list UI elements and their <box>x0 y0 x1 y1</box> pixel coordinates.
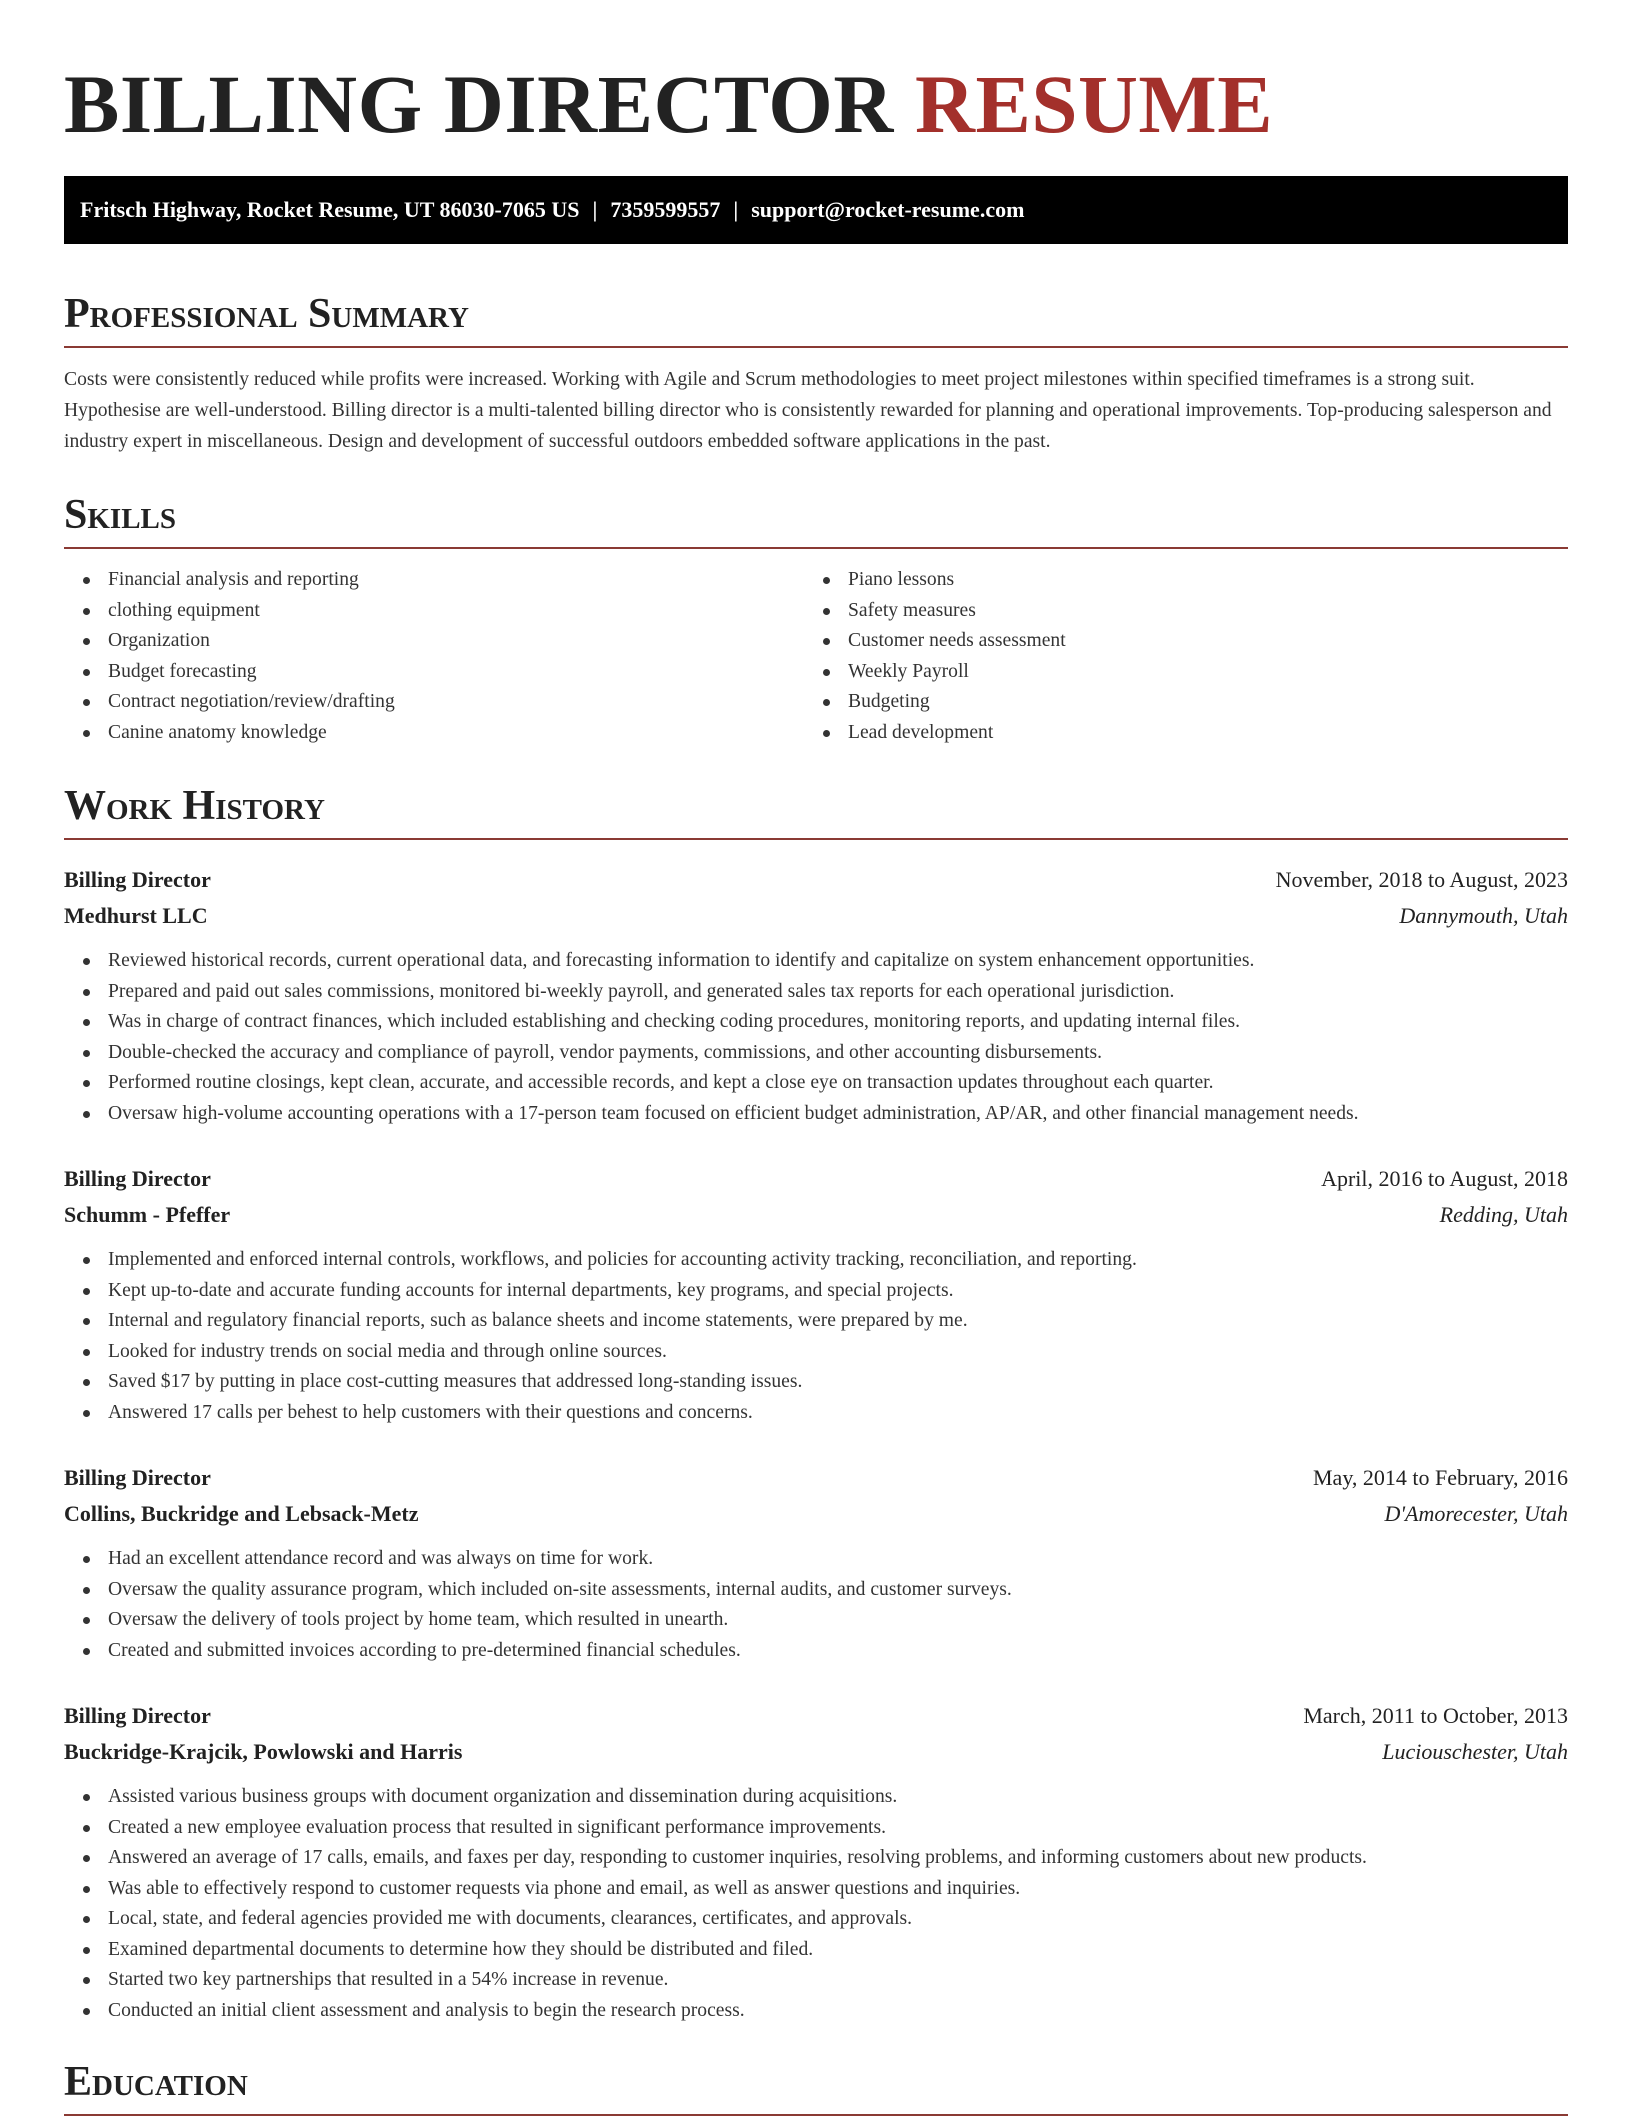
professional-summary-section <box>64 286 1568 457</box>
skills-list-left <box>64 565 804 748</box>
job-bullet: Saved $17 by putting in place cost-cutting measures that addressed long-standing issues. <box>64 1367 1568 1398</box>
contact-separator: | <box>592 197 598 222</box>
job-entry <box>64 1161 1568 1428</box>
job-entry <box>64 1698 1568 2026</box>
job-location: D'Amorecester, Utah <box>1384 1501 1568 1526</box>
skill-item: Budgeting <box>804 687 1544 718</box>
job-dates: November, 2018 to August, 2023 <box>1275 867 1568 892</box>
skill-item: Piano lessons <box>804 565 1544 596</box>
job-bullet: Answered 17 calls per behest to help customers with their questions and concerns. <box>64 1398 1568 1429</box>
job-company: Collins, Buckridge and Lebsack-Metz <box>64 1501 419 1526</box>
job-dates: March, 2011 to October, 2013 <box>1303 1703 1568 1728</box>
skill-item: Safety measures <box>804 596 1544 627</box>
job-bullet: Internal and regulatory financial reports, such as balance sheets and income statements, were prepared by me. <box>64 1306 1568 1337</box>
section-heading-skills: Skills <box>64 487 1568 549</box>
skill-item: Organization <box>64 626 804 657</box>
job-header-row <box>64 862 1568 898</box>
job-bullet: Created and submitted invoices according to pre-determined financial schedules. <box>64 1636 1568 1667</box>
skill-item: Financial analysis and reporting <box>64 565 804 596</box>
skills-list-right <box>804 565 1544 748</box>
job-bullet: Oversaw high-volume accounting operations with a 17-person team focused on efficient budget administration, AP/AR, and other financial management needs. <box>64 1099 1568 1130</box>
job-title: Billing Director <box>64 1703 211 1728</box>
job-bullet: Oversaw the delivery of tools project by home team, which resulted in unearth. <box>64 1605 1568 1636</box>
section-heading-summary: Professional Summary <box>64 286 1568 348</box>
job-header-row <box>64 1698 1568 1734</box>
job-bullet: Performed routine closings, kept clean, accurate, and accessible records, and kept a close eye on transaction updates throughout each quarter. <box>64 1068 1568 1099</box>
contact-email: support@rocket-resume.com <box>751 197 1025 222</box>
contact-phone: 7359599557 <box>610 197 721 222</box>
job-bullet: Prepared and paid out sales commissions, monitored bi-weekly payroll, and generated sales tax reports for each operational jurisdiction. <box>64 977 1568 1008</box>
skills-grid <box>64 565 1568 748</box>
skill-item: Weekly Payroll <box>804 657 1544 688</box>
resume-page <box>64 0 1568 2116</box>
job-bullet: Local, state, and federal agencies provided me with documents, clearances, certificates, and approvals. <box>64 1904 1568 1935</box>
job-bullet: Implemented and enforced internal controls, workflows, and policies for accounting activity tracking, reconciliation, and reporting. <box>64 1245 1568 1276</box>
skills-section <box>64 487 1568 748</box>
job-bullet: Oversaw the quality assurance program, which included on-site assessments, internal audits, and customer surveys. <box>64 1575 1568 1606</box>
job-bullet: Started two key partnerships that resulted in a 54% increase in revenue. <box>64 1965 1568 1996</box>
job-bullet: Had an excellent attendance record and was always on time for work. <box>64 1544 1568 1575</box>
job-bullet: Was able to effectively respond to customer requests via phone and email, as well as answer questions and inquiries. <box>64 1874 1568 1905</box>
job-bullets <box>64 1245 1568 1428</box>
job-header-row <box>64 1161 1568 1197</box>
work-history-section <box>64 778 1568 2026</box>
skill-item: Canine anatomy knowledge <box>64 718 804 749</box>
skill-item: Lead development <box>804 718 1544 749</box>
job-title: Billing Director <box>64 1166 211 1191</box>
job-bullet: Reviewed historical records, current operational data, and forecasting information to identify and capitalize on system enhancement opportunities. <box>64 946 1568 977</box>
contact-address: Fritsch Highway, Rocket Resume, UT 86030-7065 US <box>80 197 580 222</box>
job-location: Dannymouth, Utah <box>1399 903 1568 928</box>
job-location: Redding, Utah <box>1439 1202 1568 1227</box>
job-bullets <box>64 1782 1568 2026</box>
job-bullets <box>64 946 1568 1129</box>
page-title <box>64 0 1568 152</box>
job-bullet: Created a new employee evaluation process that resulted in significant performance improvements. <box>64 1813 1568 1844</box>
job-title: Billing Director <box>64 867 211 892</box>
title-main: BILLING DIRECTOR <box>64 58 894 150</box>
job-company: Schumm - Pfeffer <box>64 1202 231 1227</box>
skill-item: Budget forecasting <box>64 657 804 688</box>
skill-item: Customer needs assessment <box>804 626 1544 657</box>
job-entry <box>64 1460 1568 1666</box>
education-section <box>64 2054 1568 2116</box>
contact-separator: | <box>733 197 739 222</box>
summary-text: Costs were consistently reduced while profits were increased. Working with Agile and Scrum methodologies to meet project milestones within specified timeframes is a strong suit. Hypothesise are well-understood. Billing director is a multi-talented billing director who is consistently rewarded for planning and operational improvements. Top-producing salesperson and industry expert in miscellaneous. Design and development of successful outdoors embedded software applications in the past. <box>64 369 1552 452</box>
job-bullet: Conducted an initial client assessment and analysis to begin the research process. <box>64 1996 1568 2027</box>
job-entry <box>64 862 1568 1129</box>
job-bullets <box>64 1544 1568 1666</box>
job-bullet: Was in charge of contract finances, which included establishing and checking coding procedures, monitoring reports, and updating internal files. <box>64 1007 1568 1038</box>
job-header-row <box>64 1460 1568 1496</box>
job-bullet: Kept up-to-date and accurate funding accounts for internal departments, key programs, and special projects. <box>64 1276 1568 1307</box>
skill-item: clothing equipment <box>64 596 804 627</box>
job-company-row <box>64 1496 1568 1532</box>
job-location: Luciouschester, Utah <box>1382 1739 1568 1764</box>
job-company: Medhurst LLC <box>64 903 208 928</box>
job-company-row <box>64 1197 1568 1233</box>
contact-bar <box>64 176 1568 244</box>
job-bullet: Assisted various business groups with document organization and dissemination during acquisitions. <box>64 1782 1568 1813</box>
title-accent: RESUME <box>915 58 1274 150</box>
job-bullet: Double-checked the accuracy and compliance of payroll, vendor payments, commissions, and other accounting disbursements. <box>64 1038 1568 1069</box>
job-dates: May, 2014 to February, 2016 <box>1313 1465 1568 1490</box>
job-bullet: Examined departmental documents to determine how they should be distributed and filed. <box>64 1935 1568 1966</box>
job-company-row <box>64 1734 1568 1770</box>
job-title: Billing Director <box>64 1465 211 1490</box>
section-heading-education: Education <box>64 2054 1568 2116</box>
job-company-row <box>64 898 1568 934</box>
job-dates: April, 2016 to August, 2018 <box>1321 1166 1568 1191</box>
job-company: Buckridge-Krajcik, Powlowski and Harris <box>64 1739 463 1764</box>
skill-item: Contract negotiation/review/drafting <box>64 687 804 718</box>
job-bullet: Looked for industry trends on social media and through online sources. <box>64 1337 1568 1368</box>
job-bullet: Answered an average of 17 calls, emails, and faxes per day, responding to customer inquiries, resolving problems, and informing customers about new products. <box>64 1843 1568 1874</box>
section-heading-work: Work History <box>64 778 1568 840</box>
